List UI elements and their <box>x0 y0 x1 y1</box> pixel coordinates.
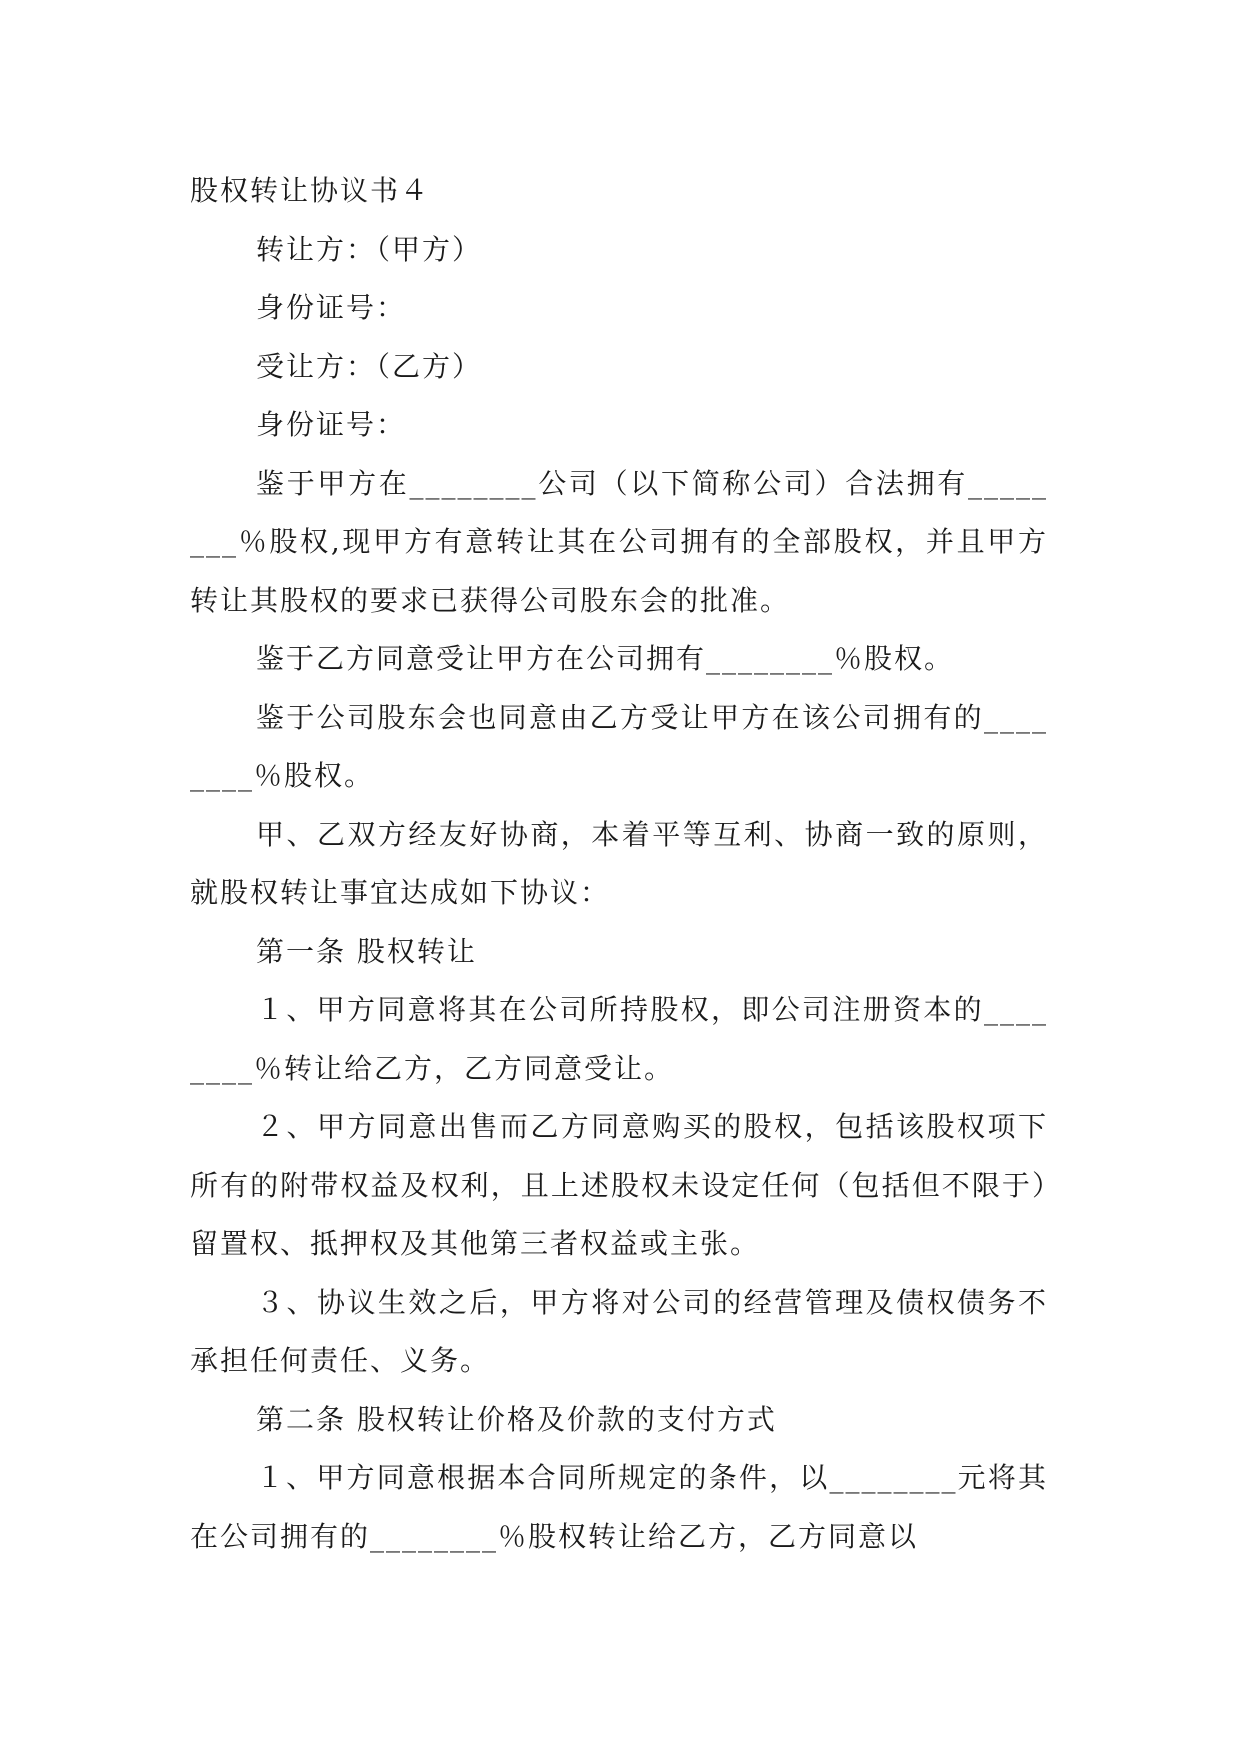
paragraph-transferee-id: 身份证号： <box>256 408 407 441</box>
paragraph-transferor-id: 身份证号： <box>256 291 407 324</box>
paragraph-transferee: 受让方：（乙方） <box>256 349 483 383</box>
paragraph-transferor: 转让方：（甲方） <box>256 232 483 266</box>
article-2-clause-1: １、甲方同意根据本合同所规定的条件，以________元将其在公司拥有的________％股权转让给乙方，乙方同意以 <box>190 1461 1048 1553</box>
article-2-heading: 第二条 股权转让价格及价款的支付方式 <box>256 1402 777 1436</box>
paragraph-recital-3: 鉴于公司股东会也同意由乙方受让甲方在该公司拥有的________％股权。 <box>190 700 1048 792</box>
article-1-clause-3: ３、协议生效之后，甲方将对公司的经营管理及债权债务不承担任何责任、义务。 <box>190 1285 1048 1377</box>
document-title: 股权转让协议书４ <box>190 174 431 207</box>
paragraph-agreement-intro: 甲、乙双方经友好协商，本着平等互利、协商一致的原则，就股权转让事宜达成如下协议： <box>190 817 1048 909</box>
article-1-clause-2: ２、甲方同意出售而乙方同意购买的股权，包括该股权项下所有的附带权益及权利，且上述股权未设定任何（包括但不限于）留置权、抵押权及其他第三者权益或主张。 <box>190 1110 1048 1260</box>
article-1-heading: 第一条 股权转让 <box>256 934 477 968</box>
paragraph-recital-2: 鉴于乙方同意受让甲方在公司拥有________％股权。 <box>256 642 955 675</box>
paragraph-recital-1: 鉴于甲方在________公司（以下简称公司）合法拥有________％股权,现甲方有意转让其在公司拥有的全部股权，并且甲方转让其股权的要求已获得公司股东会的批准。 <box>190 466 1048 617</box>
article-1-clause-1: １、甲方同意将其在公司所持股权，即公司注册资本的________％转让给乙方，乙方同意受让。 <box>190 993 1048 1085</box>
document-body <box>190 162 1048 1566</box>
